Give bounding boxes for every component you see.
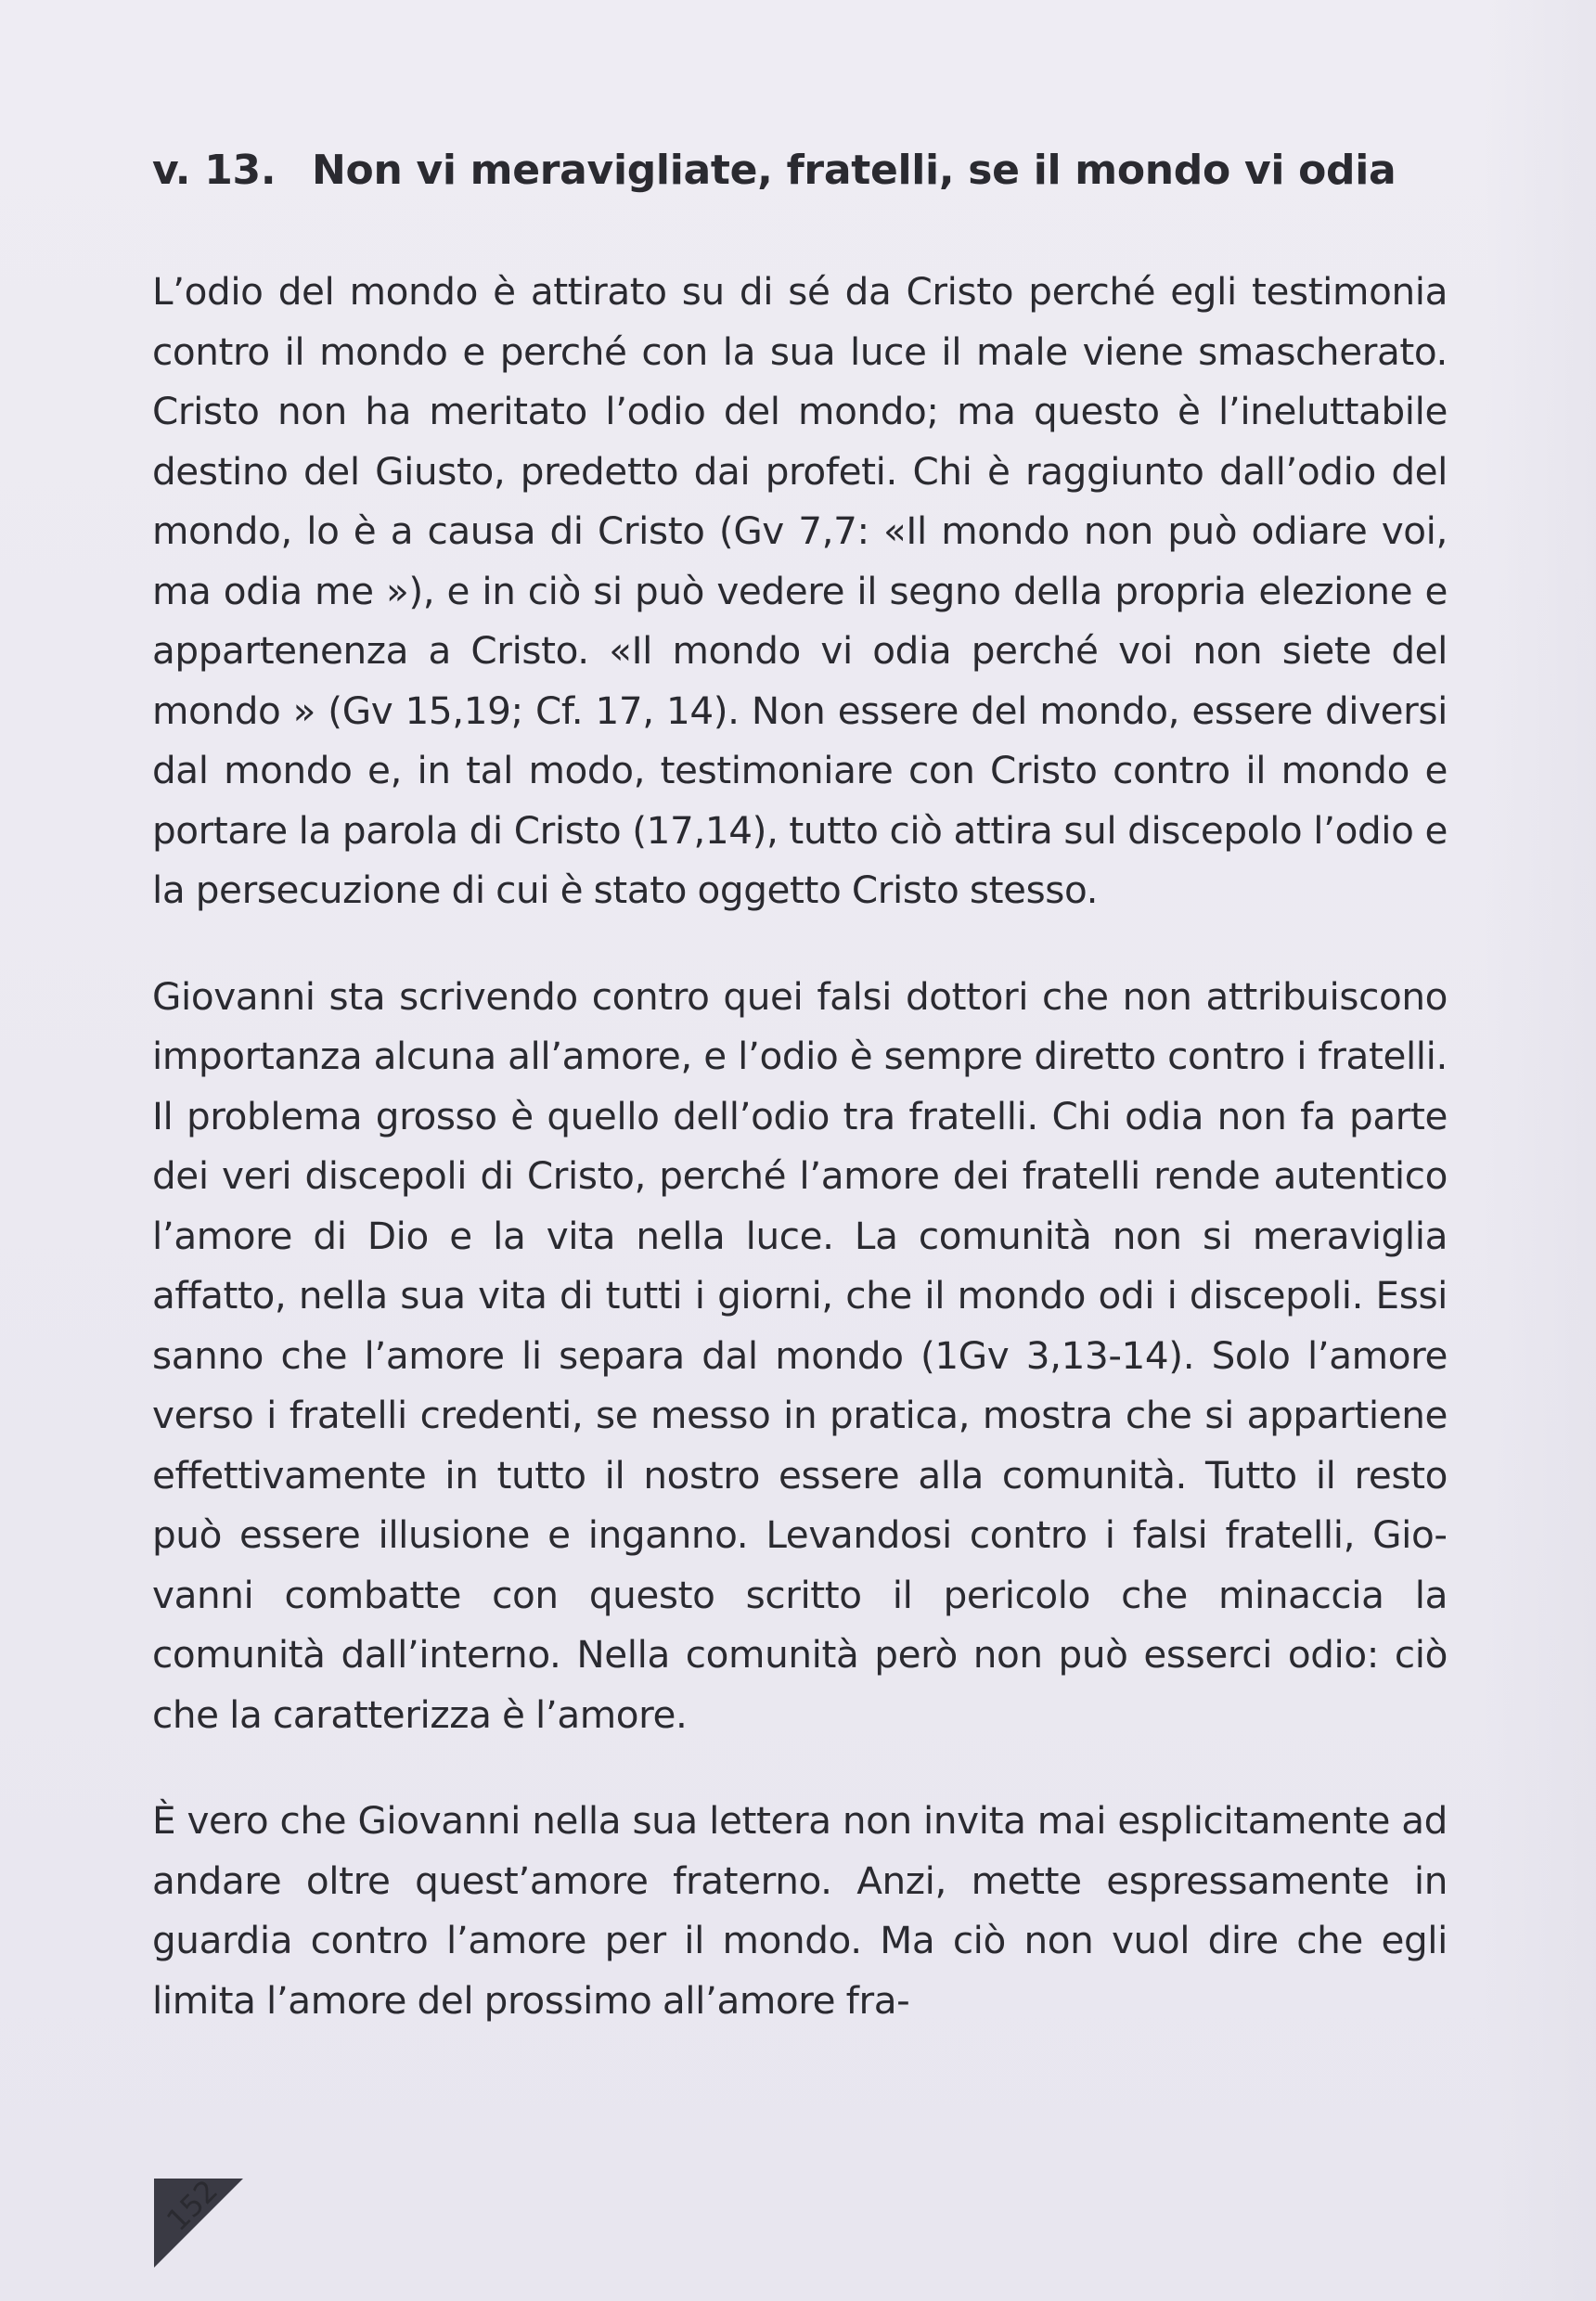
verse-reference: v. 13. — [152, 147, 277, 194]
body-text — [152, 262, 1448, 2076]
paragraph-1: L’odio del mondo è attirato su di sé da Cristo perché egli testimonia contro il mondo e perché con la sua luce il male viene smascherato. Cristo non ha meritato l’odio del mondo; ma questo è l’ineluttabile destino del Giusto, predetto dai profeti. Chi è raggiunto dall’odio del mondo, lo è a causa di Cristo (Gv 7,7: «Il mondo non può odiare voi, ma odia me »), e in ciò si può vedere il segno della propria elezione e appartenenza a Cristo. «Il mondo vi odia perché voi non siete del mondo » (Gv 15,19; Cf. 17, 14). Non essere del mondo, essere diversi dal mondo e, in tal modo, testimoniare con Cristo contro il mondo e portare la parola di Cristo (17,14), tutto ciò attira sul discepolo l’odio e la persecuzione di cui è stato oggetto Cristo stesso. — [152, 269, 1448, 912]
paragraph-2: Giovanni sta scrivendo contro quei falsi dottori che non attribuiscono importanza alcuna all’amore, e l’odio è sempre diretto contro i fratelli. Il problema grosso è quello dell’odio tra fratelli. Chi odia non fa parte dei veri discepoli di Cristo, perché l’amore dei fratelli rende autentico l’amore di Dio e la vita nella luce. La comunità non si meraviglia affatto, nella sua vita di tutti i giorni, che il mondo odi i discepoli. Essi sanno che l’amore li separa dal mondo (1Gv 3,13-14). Solo l’amore verso i fratelli credenti, se messo in pratica, mostra che si appartiene effettivamente in tutto il nostro essere alla comunità. Tutto il resto può essere illusione e inganno. Levandosi contro i falsi fratelli, Giovanni combatte con questo scritto il pericolo che minaccia la comunità dall’interno. Nella comunità però non può esserci odio: ciò che la caratterizza è l’amore. — [152, 973, 1448, 1737]
page-edge-shading — [1485, 0, 1596, 2301]
paragraph-3: È vero che Giovanni nella sua lettera non invita mai esplicitamente ad andare oltre quest’amore fraterno. Anzi, mette espressamente in guardia contro l’amore per il mondo. Ma ciò non vuol dire che egli limita l’amore del prossimo all’amore fra- — [152, 1798, 1448, 2023]
page-number: 152 — [160, 2172, 225, 2238]
section-heading — [152, 147, 1451, 194]
section-title: Non vi meravigliate, fratelli, se il mondo vi odia — [312, 147, 1396, 194]
